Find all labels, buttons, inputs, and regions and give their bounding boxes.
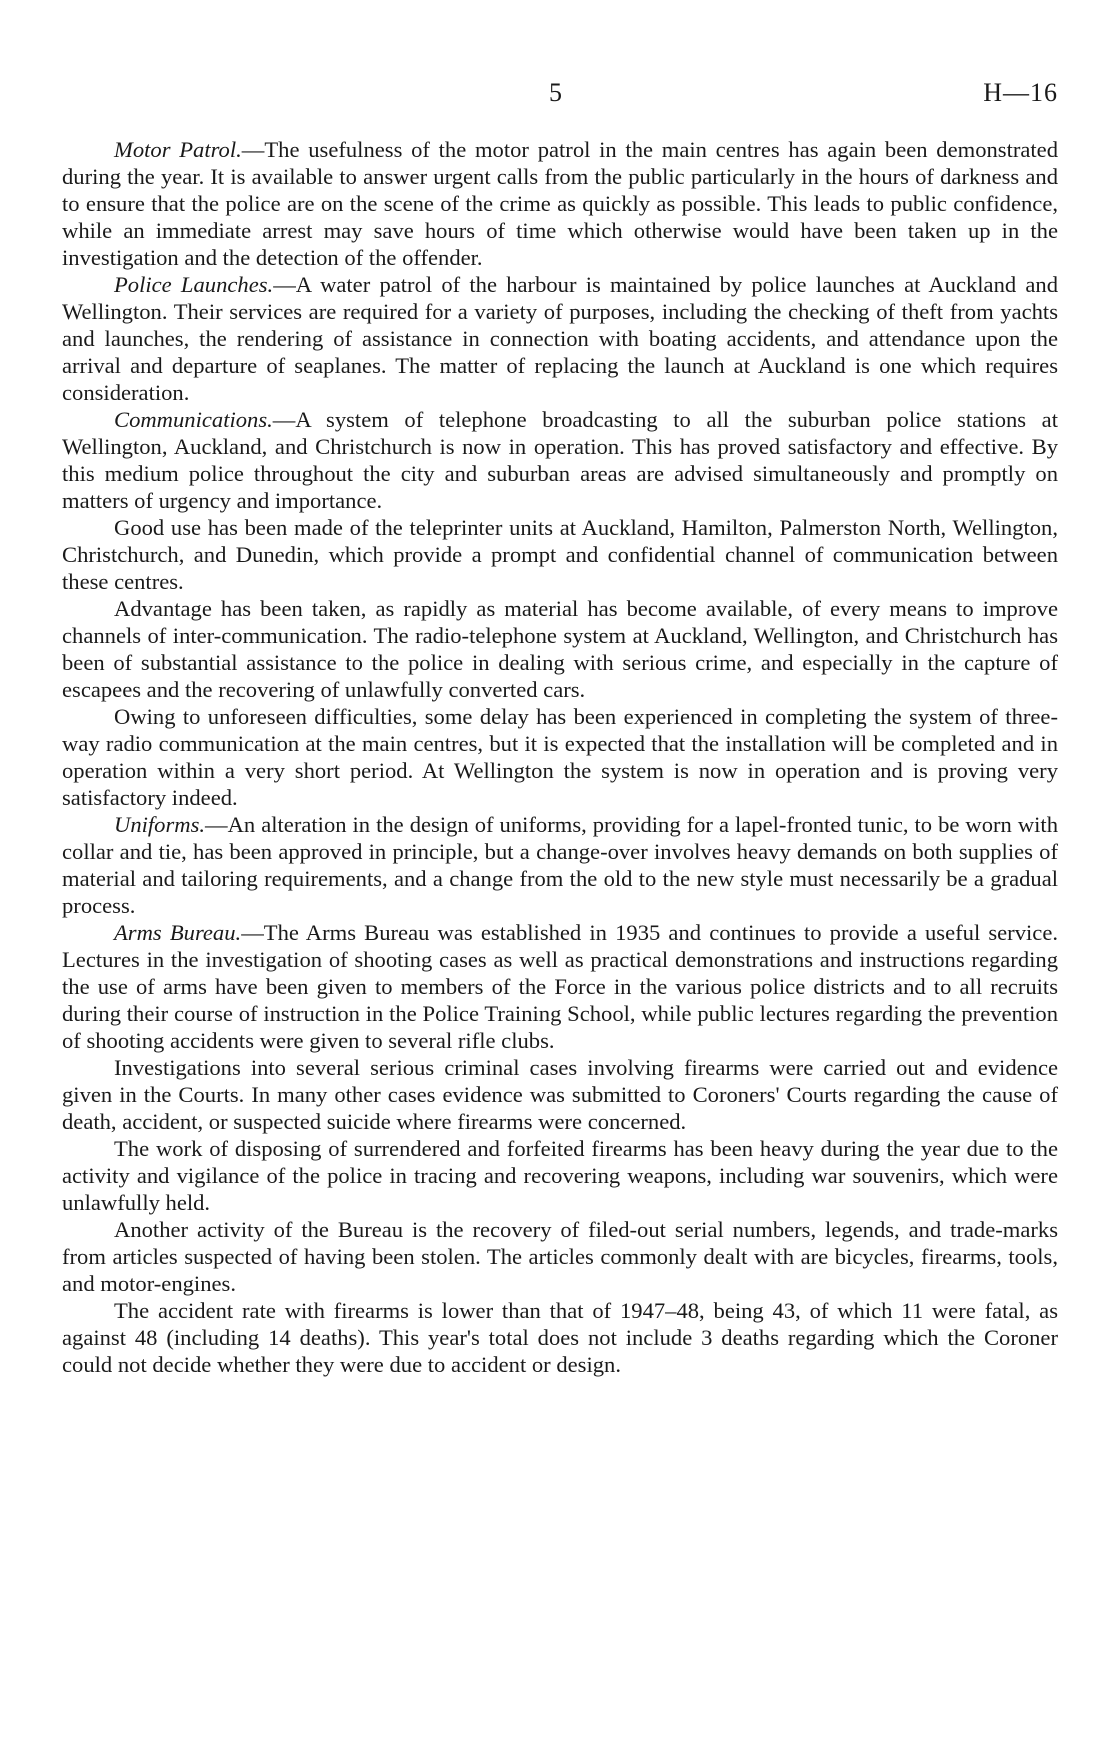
paragraph-investigations xyxy=(62,1054,1058,1135)
paragraph-serial-recovery xyxy=(62,1216,1058,1297)
page-header xyxy=(0,78,1114,118)
paragraph-motor-patrol xyxy=(62,136,1058,271)
paragraph-text: The accident rate with firearms is lower than that of 1947–48, being 43, of which 11 were fatal, as against 48 (including 14 deaths). This year's total does not include 3 deaths regarding which the Coroner could not decide whether they were due to accident or design. xyxy=(62,1298,1058,1377)
paragraph-uniforms xyxy=(62,811,1058,919)
paragraph-text: Advantage has been taken, as rapidly as material has become available, of every means to improve channels of inter-communication. The radio-telephone system at Auckland, Wellington, and Christchurch has been of substantial assistance to the police in dealing with serious crime, and especially in the capture of escapees and the recovering of unlawfully converted cars. xyxy=(62,596,1058,702)
paragraph-heading: Uniforms. xyxy=(114,812,206,837)
paragraph-text: Another activity of the Bureau is the recovery of filed-out serial numbers, legends, and trade-marks from articles suspected of having been stolen. The articles commonly dealt with are bicycles, firearms, tools, and motor-engines. xyxy=(62,1217,1058,1296)
paragraph-police-launches xyxy=(62,271,1058,406)
paragraph-radio-telephone xyxy=(62,595,1058,703)
paragraph-text: —A water patrol of the harbour is maintained by police launches at Auckland and Wellington. Their services are required for a variety of purposes, including the checking of theft from yachts and launches, the rendering of assistance in connection with boating accidents, and attendance upon the arrival and departure of seaplanes. The matter of replacing the launch at Auckland is one which requires consideration. xyxy=(62,272,1059,405)
paragraph-communications xyxy=(62,406,1058,514)
paragraph-text: Investigations into several serious criminal cases involving firearms were carried out and evidence given in the Courts. In many other cases evidence was submitted to Coroners' Courts regarding the cause of death, accident, or suspected suicide where firearms were concerned. xyxy=(62,1055,1058,1134)
page-number: 5 xyxy=(549,78,562,107)
document-body xyxy=(62,136,1058,1378)
paragraph-text: The work of disposing of surrendered and forfeited firearms has been heavy during the year due to the activity and vigilance of the police in tracing and recovering weapons, including war souvenirs, which were unlawfully held. xyxy=(62,1136,1058,1215)
document-reference: H—16 xyxy=(983,78,1058,107)
paragraph-teleprinter xyxy=(62,514,1058,595)
paragraph-heading: Communications. xyxy=(114,407,273,432)
paragraph-heading: Arms Bureau. xyxy=(114,920,242,945)
paragraph-three-way-radio xyxy=(62,703,1058,811)
paragraph-arms-bureau xyxy=(62,919,1058,1054)
paragraph-heading: Motor Patrol. xyxy=(114,137,242,162)
paragraph-text: Owing to unforeseen difficulties, some delay has been experienced in completing the system of three-way radio communication at the main centres, but it is expected that the installation will be completed and in operation within a very short period. At Wellington the system is now in operation and is proving very satisfactory indeed. xyxy=(62,704,1058,810)
paragraph-text: —An alteration in the design of uniforms, providing for a lapel-fronted tunic, to be worn with collar and tie, has been approved in principle, but a change-over involves heavy demands on both supplies of material and tailoring requirements, and a change from the old to the new style must necessarily be a gradual process. xyxy=(62,812,1058,918)
paragraph-heading: Police Launches. xyxy=(114,272,274,297)
paragraph-accident-rate xyxy=(62,1297,1058,1378)
paragraph-text: —The usefulness of the motor patrol in the main centres has again been demonstrated during the year. It is available to answer urgent calls from the public particularly in the hours of darkness and to ensure that the police are on the scene of the crime as quickly as possible. This leads to public confidence, while an immediate arrest may save hours of time which otherwise would have been taken up in the investigation and the detection of the offender. xyxy=(62,137,1059,270)
paragraph-firearms-disposal xyxy=(62,1135,1058,1216)
paragraph-text: —The Arms Bureau was established in 1935 and continues to provide a useful service. Lectures in the investigation of shooting cases as well as practical demonstrations and instructions regarding the use of arms have been given to members of the Force in the various police districts and to all recruits during their course of instruction in the Police Training School, while public lectures regarding the prevention of shooting accidents were given to several rifle clubs. xyxy=(62,920,1058,1053)
paragraph-text: —A system of telephone broadcasting to all the suburban police stations at Wellington, Auckland, and Christchurch is now in operation. This has proved satisfactory and effective. By this medium police throughout the city and suburban areas are advised simultaneously and promptly on matters of urgency and importance. xyxy=(62,407,1058,513)
paragraph-text: Good use has been made of the teleprinter units at Auckland, Hamilton, Palmerston North, Wellington, Christchurch, and Dunedin, which provide a prompt and confidential channel of communication between these centres. xyxy=(62,515,1058,594)
